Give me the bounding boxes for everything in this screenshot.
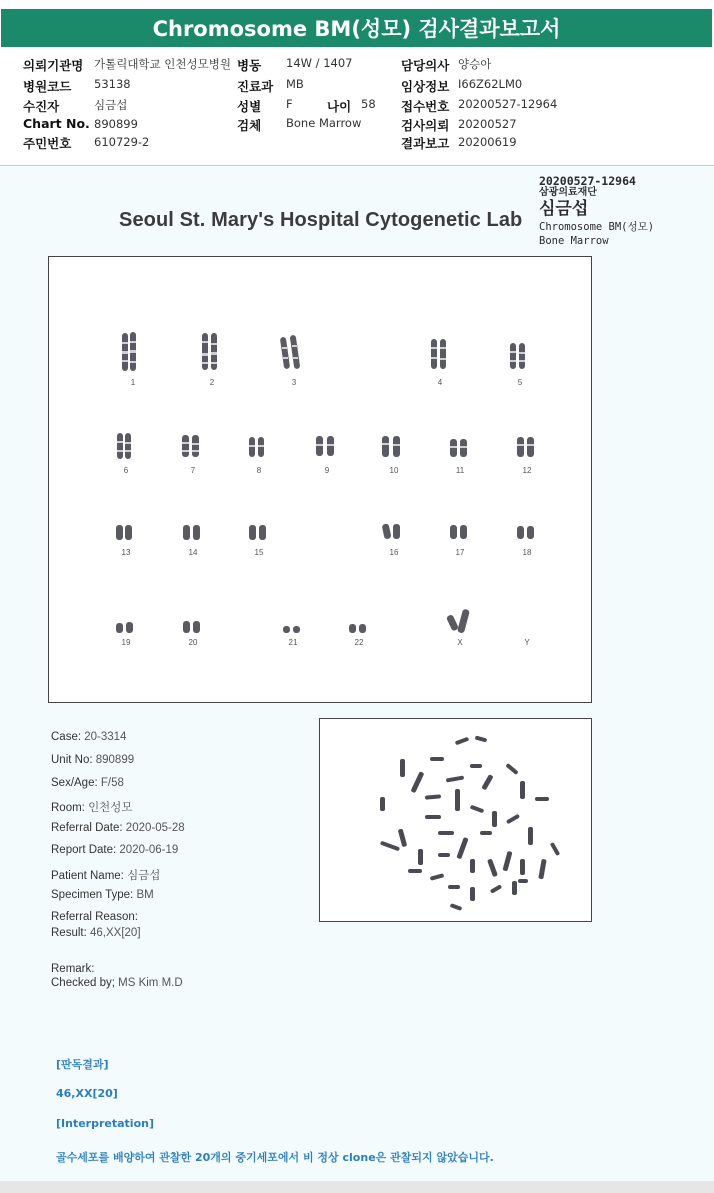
chromosome-15 bbox=[239, 515, 279, 557]
report-date-value: 20200619 bbox=[458, 135, 517, 149]
chromosome-14 bbox=[173, 515, 213, 557]
chromosome-label: Y bbox=[524, 638, 530, 647]
metaphase-spread-image bbox=[319, 718, 592, 922]
room-value: 인천성모 bbox=[88, 802, 133, 814]
result-row bbox=[51, 927, 141, 939]
result-label: Result: bbox=[51, 927, 87, 939]
dept-label: 진료과 bbox=[237, 79, 274, 94]
ward-value: 14W / 1407 bbox=[286, 56, 353, 70]
chromosome-2 bbox=[192, 327, 232, 387]
chromosome-label: 22 bbox=[354, 638, 364, 647]
dept-value: MB bbox=[286, 77, 304, 91]
chromosome-22 bbox=[339, 613, 379, 647]
chromosome-y bbox=[507, 613, 547, 647]
report-date-value-2: 2020-06-19 bbox=[119, 844, 179, 856]
patient-info-section bbox=[0, 52, 714, 164]
sex-label: 성별 bbox=[237, 99, 262, 114]
patient-name-label: Patient Name: bbox=[51, 870, 124, 882]
chromosome-label: 8 bbox=[256, 466, 262, 475]
chromosome-label: 7 bbox=[190, 466, 196, 475]
checked-label: Checked by; bbox=[51, 977, 115, 989]
chromosome-label: 5 bbox=[517, 378, 523, 387]
chromosome-label: 13 bbox=[121, 548, 131, 557]
bottom-strip bbox=[0, 1181, 714, 1193]
chromosome-label: 4 bbox=[437, 378, 443, 387]
specimen-value: Bone Marrow bbox=[286, 116, 362, 130]
chromosome-label: 6 bbox=[123, 466, 129, 475]
chromosome-8 bbox=[239, 429, 279, 475]
specimen-label: 검체 bbox=[237, 118, 262, 133]
stamp-org: 삼광의료재단 bbox=[539, 187, 597, 198]
report-title: Chromosome BM(성모) 검사결과보고서 bbox=[152, 17, 561, 41]
sexage-row bbox=[51, 777, 124, 789]
interpretation-heading: [Interpretation] bbox=[56, 1117, 154, 1130]
ward-label: 병동 bbox=[237, 58, 262, 73]
chromosome-13 bbox=[106, 515, 146, 557]
remark-row bbox=[51, 963, 94, 975]
request-label: 검사의뢰 bbox=[401, 118, 450, 133]
result-value: 46,XX[20] bbox=[90, 927, 141, 939]
chromosome-19 bbox=[106, 613, 146, 647]
stamp-sample-id: 20200527-12964 bbox=[539, 174, 636, 188]
report-date-label: 결과보고 bbox=[401, 136, 450, 151]
chromosome-3 bbox=[274, 327, 314, 387]
age-value: 58 bbox=[361, 97, 376, 111]
clinical-value: I66Z62LM0 bbox=[458, 77, 523, 91]
chromosome-18 bbox=[507, 515, 547, 557]
hospital-code-label: 병원코드 bbox=[23, 79, 72, 94]
case-value: 20-3314 bbox=[84, 731, 127, 743]
chromosome-label: 1 bbox=[130, 378, 136, 387]
chromosome-label: 12 bbox=[522, 466, 532, 475]
patient-value: 심금섭 bbox=[94, 98, 128, 112]
chromosome-17 bbox=[440, 515, 480, 557]
chromosome-label: 2 bbox=[209, 378, 215, 387]
referral-reason-row bbox=[51, 911, 138, 923]
specimen-type-label: Specimen Type: bbox=[51, 889, 134, 901]
referral-reason-label: Referral Reason: bbox=[51, 911, 138, 923]
patient-name-value: 심금섭 bbox=[127, 870, 161, 882]
patient-name-row bbox=[51, 867, 160, 883]
chart-label: Chart No. bbox=[23, 116, 90, 131]
room-label: Room: bbox=[51, 802, 85, 814]
report-title-bar bbox=[1, 9, 712, 47]
chromosome-label: 11 bbox=[455, 466, 465, 475]
specimen-type-row bbox=[51, 889, 154, 901]
sex-value: F bbox=[286, 97, 293, 111]
interpretation-text: 골수세포를 배양하여 관찰한 20개의 중기세포에서 비 정상 clone은 관찰되지 않았습니다. bbox=[56, 1151, 494, 1164]
lab-title: Seoul St. Mary's Hospital Cytogenetic Lab bbox=[119, 209, 523, 231]
chromosome-label: 10 bbox=[389, 466, 399, 475]
chromosome-label: 9 bbox=[324, 466, 330, 475]
resident-label: 주민번호 bbox=[23, 136, 72, 151]
stamp-patient-name: 심금섭 bbox=[539, 199, 589, 219]
reading-heading: [판독결과] bbox=[56, 1058, 109, 1071]
chart-value: 890899 bbox=[94, 117, 138, 131]
clinical-label: 임상정보 bbox=[401, 79, 450, 94]
chromosome-label: 3 bbox=[291, 378, 297, 387]
referral-date-value: 2020-05-28 bbox=[125, 822, 185, 834]
chromosome-5 bbox=[500, 327, 540, 387]
checked-value: MS Kim M.D bbox=[118, 977, 183, 989]
karyotype-result: 46,XX[20] bbox=[56, 1087, 118, 1100]
age-label: 나이 bbox=[327, 99, 352, 114]
chromosome-4 bbox=[420, 327, 460, 387]
remark-label: Remark: bbox=[51, 963, 95, 975]
specimen-type-value: BM bbox=[136, 889, 154, 901]
unit-row bbox=[51, 754, 134, 766]
referral-date-label: Referral Date: bbox=[51, 822, 123, 834]
chromosome-label: 20 bbox=[188, 638, 198, 647]
stamp-specimen: Bone Marrow bbox=[539, 235, 609, 247]
chromosome-label: 21 bbox=[288, 638, 298, 647]
institution-label: 의뢰기관명 bbox=[23, 58, 84, 73]
chromosome-1 bbox=[113, 327, 153, 387]
referral-date-row bbox=[51, 822, 185, 834]
chromosome-12 bbox=[507, 429, 547, 475]
chromosome-11 bbox=[440, 429, 480, 475]
resident-value: 610729-2 bbox=[94, 135, 150, 149]
unit-label: Unit No: bbox=[51, 754, 93, 766]
chromosome-9 bbox=[307, 429, 347, 475]
patient-label: 수진자 bbox=[23, 99, 60, 114]
chromosome-label: 16 bbox=[389, 548, 399, 557]
sample-stamp bbox=[539, 176, 654, 248]
stamp-test: Chromosome BM(성모) bbox=[539, 221, 655, 233]
report-date-label-2: Report Date: bbox=[51, 844, 117, 856]
receipt-label: 접수번호 bbox=[401, 99, 450, 114]
chromosome-16 bbox=[374, 515, 414, 557]
chromosome-label: X bbox=[457, 638, 463, 647]
report-date-row bbox=[51, 844, 178, 856]
chromosome-10 bbox=[374, 429, 414, 475]
doctor-value: 양승아 bbox=[458, 57, 492, 71]
institution-value: 가톨릭대학교 인천성모병원 bbox=[94, 57, 231, 71]
checked-row bbox=[51, 977, 183, 989]
chromosome-label: 14 bbox=[188, 548, 198, 557]
chromosome-label: 19 bbox=[121, 638, 131, 647]
karyotype-report bbox=[0, 166, 714, 1181]
chromosome-x bbox=[440, 603, 480, 647]
hospital-code-value: 53138 bbox=[94, 77, 131, 91]
chromosome-6 bbox=[106, 429, 146, 475]
request-value: 20200527 bbox=[458, 117, 517, 131]
receipt-value: 20200527-12964 bbox=[458, 97, 558, 111]
chromosome-label: 18 bbox=[522, 548, 532, 557]
doctor-label: 담당의사 bbox=[401, 58, 450, 73]
chromosome-21 bbox=[273, 613, 313, 647]
karyogram bbox=[48, 256, 592, 703]
chromosome-label: 17 bbox=[455, 548, 465, 557]
case-row bbox=[51, 731, 126, 743]
case-label: Case: bbox=[51, 731, 82, 743]
unit-value: 890899 bbox=[95, 754, 135, 766]
chromosome-7 bbox=[173, 429, 213, 475]
sexage-value: F/58 bbox=[100, 777, 124, 789]
chromosome-20 bbox=[173, 613, 213, 647]
chromosome-label: 15 bbox=[254, 548, 264, 557]
room-row bbox=[51, 799, 133, 815]
sexage-label: Sex/Age: bbox=[51, 777, 98, 789]
